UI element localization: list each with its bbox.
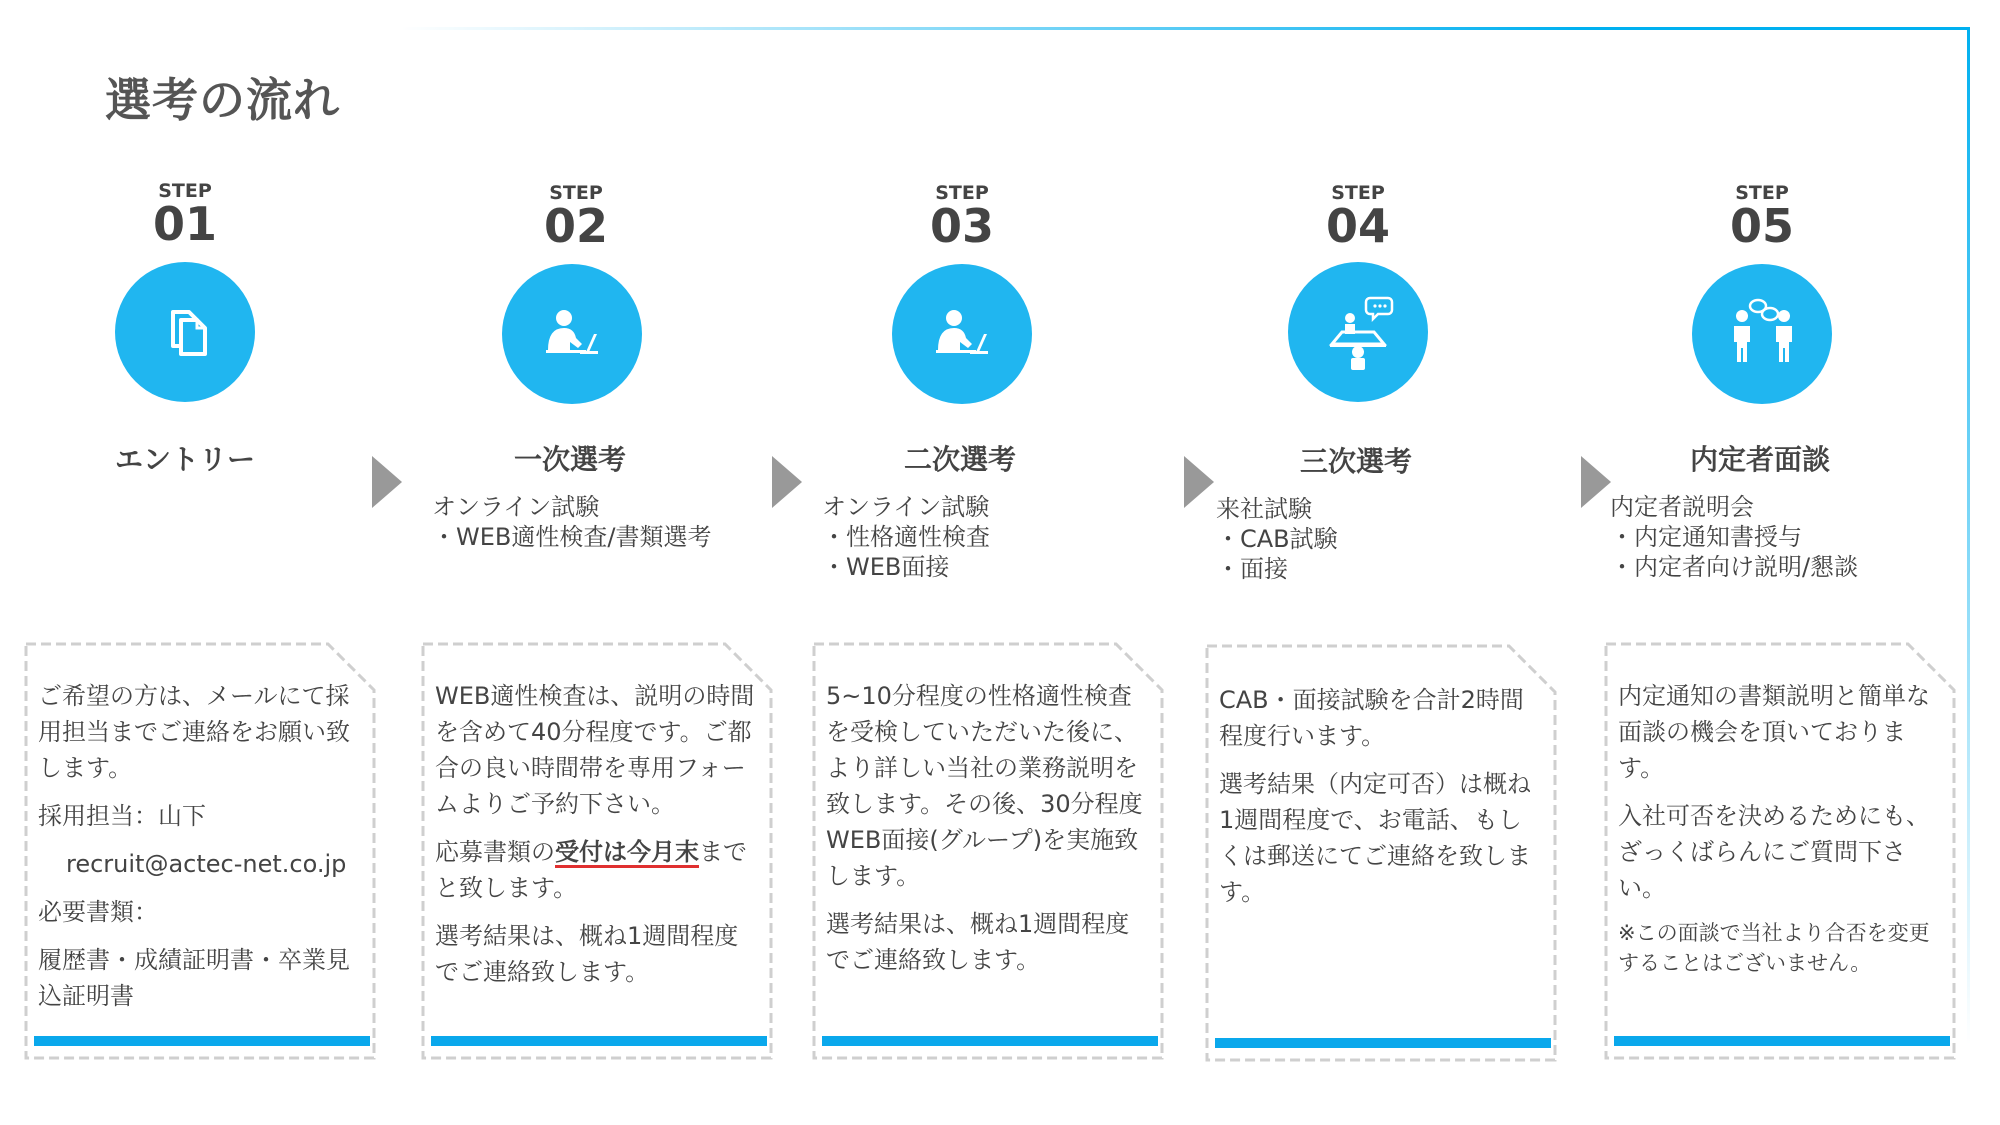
step-number: 05: [1729, 199, 1794, 253]
stage-details: [822, 492, 990, 582]
step-number: 04: [1325, 199, 1390, 253]
card-text: 採用担当：山下: [38, 802, 206, 830]
meeting-table-icon: [1288, 262, 1428, 402]
step-label: STEP: [1331, 182, 1385, 204]
card-text: WEB適性検査は、説明の時間を含めて40分程度です。ご都合の良い時間帯を専用フォームよりご予約下さい。: [435, 682, 755, 818]
card-text: 履歴書・成績証明書・卒業見込証明書: [38, 946, 350, 1010]
detail-line: 内定者説明会: [1610, 493, 1754, 521]
step-label: STEP: [1735, 182, 1789, 204]
stage-title: エントリー: [114, 443, 255, 476]
card-accent-bar: [1215, 1038, 1551, 1048]
card-text: 必要書類：: [38, 898, 158, 926]
step-number: 03: [929, 199, 994, 253]
step-label: STEP: [549, 182, 603, 204]
email-address: recruit@actec-net.co.jp: [66, 850, 347, 878]
stage-title: 内定者面談: [1689, 443, 1830, 476]
stage-details: [1610, 492, 1858, 582]
card-text: 選考結果は、概ね1週間程度でご連絡致します。: [826, 910, 1130, 974]
detail-line: 来社試験: [1216, 495, 1312, 523]
info-card: [419, 640, 775, 1062]
frame-top-line: [400, 27, 1970, 30]
detail-line: オンライン試験: [822, 493, 990, 521]
arrow-right-icon: [372, 456, 402, 508]
card-text: 選考結果は、概ね1週間程度でご連絡致します。: [435, 922, 739, 986]
card-accent-bar: [1614, 1036, 1950, 1046]
deadline-emphasis: 受付は今月末: [555, 838, 699, 866]
info-card: [810, 640, 1166, 1062]
step-number: 02: [543, 199, 608, 253]
card-text: 内定通知の書類説明と簡単な面談の機会を頂いております。: [1618, 682, 1930, 782]
card-text: [435, 834, 755, 906]
documents-icon: [115, 262, 255, 402]
stage-details: [432, 492, 711, 552]
card-text: 選考結果（内定可否）は概ね1週間程度で、お電話、もしくは郵送にてご連絡を致します。: [1219, 770, 1531, 906]
card-accent-bar: [431, 1036, 767, 1046]
detail-line: ・内定通知書授与: [1610, 523, 1802, 551]
person-at-laptop-icon: [892, 264, 1032, 404]
detail-line: ・性格適性検査: [822, 523, 990, 551]
info-card: [22, 640, 378, 1062]
card-text: CAB・面接試験を合計2時間程度行います。: [1219, 686, 1524, 750]
card-text: 入社可否を決めるためにも、ざっくばらんにご質問下さい。: [1618, 802, 1930, 902]
two-people-talking-icon: [1692, 264, 1832, 404]
person-at-laptop-icon: [502, 264, 642, 404]
info-card: [1203, 642, 1559, 1064]
detail-line: ・CAB試験: [1216, 525, 1338, 553]
detail-line: ・WEB面接: [822, 553, 950, 581]
page-title: 選考の流れ: [105, 73, 340, 127]
step-number: 01: [152, 197, 217, 251]
stage-details: [1216, 494, 1338, 584]
detail-line: ・面接: [1216, 555, 1288, 583]
card-text: 5~10分程度の性格適性検査を受検していただいた後に、より詳しい当社の業務説明を致します。その後、30分程度WEB面接(グループ)を実施致します。: [826, 682, 1143, 890]
step-label: STEP: [935, 182, 989, 204]
detail-line: オンライン試験: [432, 493, 600, 521]
card-text-suffix: までと致します。: [435, 838, 747, 902]
card-note: ※この面談で当社より合否を変更することはございません。: [1618, 921, 1930, 975]
stage-title: 二次選考: [903, 443, 1016, 476]
card-accent-bar: [34, 1036, 370, 1046]
stage-title: 一次選考: [513, 443, 626, 476]
card-accent-bar: [822, 1036, 1158, 1046]
card-text: ご希望の方は、メールにて採用担当までご連絡をお願い致します。: [38, 682, 350, 782]
detail-line: ・WEB適性検査/書類選考: [432, 523, 712, 551]
stage-title: 三次選考: [1299, 445, 1412, 478]
step-label: STEP: [158, 180, 212, 202]
card-text-prefix: 応募書類の: [435, 838, 555, 866]
frame-right-line: [1967, 27, 1970, 1045]
detail-line: ・内定者向け説明/懇談: [1610, 553, 1859, 581]
info-card: [1602, 640, 1958, 1062]
